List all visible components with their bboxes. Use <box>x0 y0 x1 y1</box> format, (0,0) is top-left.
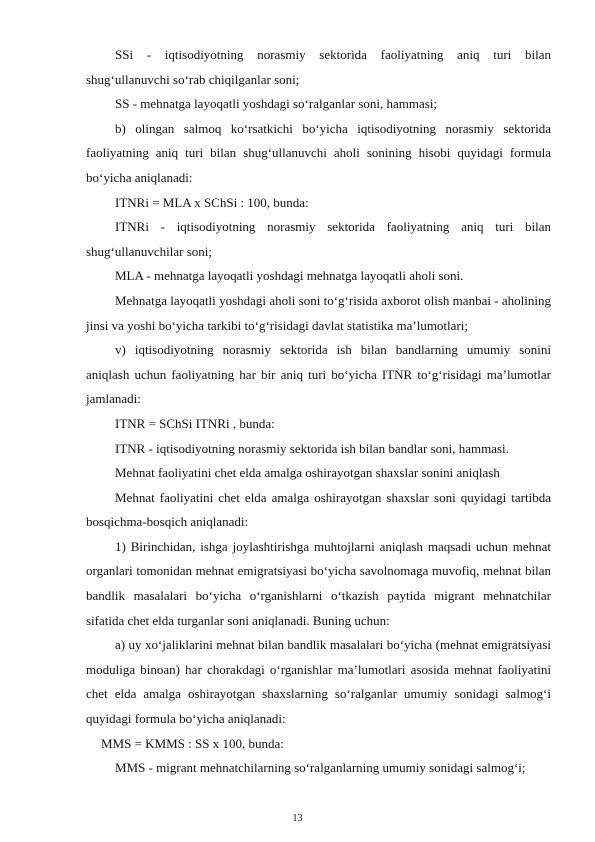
formula-mms: MMS = KMMS : SS x 100, bunda: <box>101 735 284 751</box>
paragraph-step-1: 1) Birinchidan, ishga joylashtirishga muhtojlarni aniqlash maqsadi uchun mehnat organlari tomonidan mehnat emigratsiyasi bo‘yicha savolnomaga muvofiq, mehnat bilan bandlik masalalari bo‘yicha o‘rganishlarni o‘tkazish paytida migrant mehnatchilar sifatida chet elda turganlar soni aniqlanadi. Buning uchun: <box>86 538 551 628</box>
formula-itnri: ITNRi = MLA x SChSi : 100, bunda: <box>115 194 309 210</box>
page-number: 13 <box>292 813 303 824</box>
paragraph-abroad-intro: Mehnat faoliyatini chet elda amalga oshirayotgan shaxslar soni quyidagi tartibda bosqichma-bosqich aniqlanadi: <box>86 489 551 530</box>
formula-itnr: ITNR = SChSi ITNRi , bunda: <box>115 415 275 431</box>
paragraph-itnri-definition: ITNRi - iqtisodiyotning norasmiy sektorida faoliyatning aniq turi bilan shug‘ullanuvchilar soni; <box>86 219 551 259</box>
paragraph-data-source: Mehnatga layoqatli yoshdagi aholi soni to‘g‘risida axborot olish manbai - aholining jinsi va yoshi bo‘yicha tarkibi to‘g‘risidagi davlat statistika ma’lumotlari; <box>86 292 551 333</box>
paragraph-ss-definition: SS - mehnatga layoqatli yoshdagi so‘ralganlar soni, hammasi; <box>115 96 438 112</box>
section-heading-abroad: Mehnat faoliyatini chet elda amalga oshirayotgan shaxslar sonini aniqlash <box>115 465 500 481</box>
paragraph-v-aggregation: v) iqtisodiyotning norasmiy sektorida ish bilan bandlarning umumiy sonini aniqlash uchun faoliyatning har bir aniq turi bo‘yicha ITNR to‘g‘risidagi ma’lumotlar jamlanadi: <box>86 342 551 407</box>
paragraph-step-a: a) uy xo‘jaliklarini mehnat bilan bandlik masalalari bo‘yicha (mehnat emigratsiyasi moduliga binoan) har chorakdagi o‘rganishlar ma’lumotlari asosida mehnat faoliyatini chet elda amalga oshirayotgan shaxslarning so‘ralganlar umumiy sonidagi salmog‘i quyidagi formula bo‘yicha aniqlanadi: <box>86 637 551 727</box>
paragraph-mla-definition: MLA - mehnatga layoqatli yoshdagi mehnatga layoqatli aholi soni. <box>115 268 464 284</box>
paragraph-mms-definition: MMS - migrant mehnatchilarning so‘ralganlarning umumiy sonidagi salmog‘i; <box>115 760 526 776</box>
paragraph-itnr-definition: ITNR - iqtisodiyotning norasmiy sektorida ish bilan bandlar soni, hammasi. <box>115 440 509 456</box>
paragraph-ssi-definition: SSi - iqtisodiyotning norasmiy sektorida faoliyatning aniq turi bilan shug‘ullanuvchi so‘rab chiqilganlar soni; <box>86 47 551 87</box>
paragraph-b-share-method: b) olingan salmoq ko‘rsatkichi bo‘yicha iqtisodiyotning norasmiy sektorida faoliyatning aniq turi bilan shug‘ullanuvchi aholi sonining hisobi quyidagi formula bo‘yicha aniqlanadi: <box>86 120 551 185</box>
document-body <box>86 43 551 781</box>
